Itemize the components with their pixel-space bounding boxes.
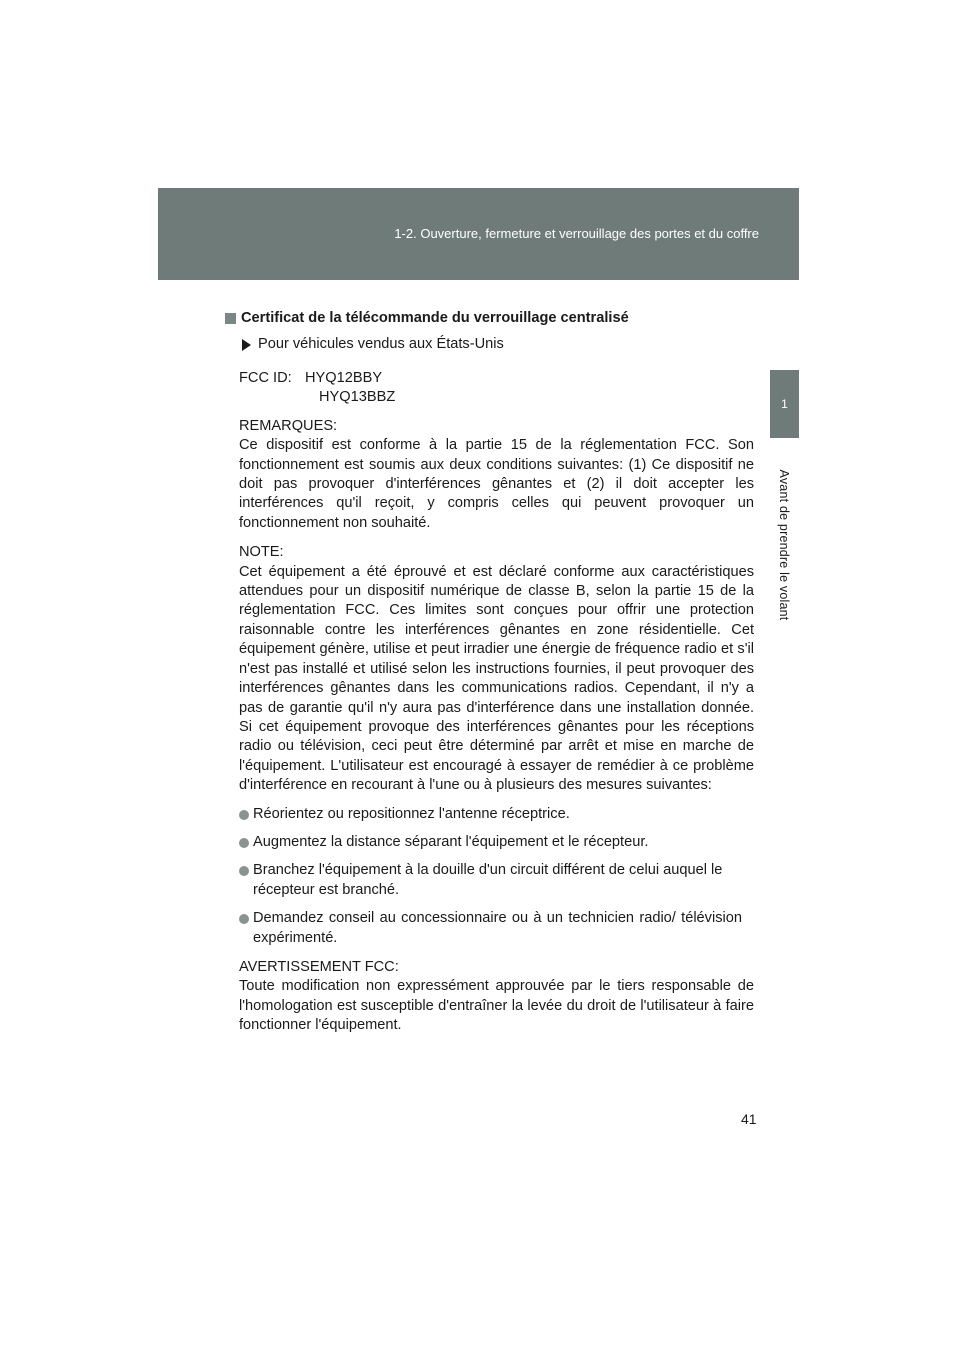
remarks-title: REMARQUES:: [239, 417, 338, 434]
section-heading-text: Certificat de la télécommande du verrouillage centralisé: [241, 310, 629, 326]
circle-bullet-icon: [239, 838, 249, 848]
warning-block: [239, 958, 754, 1036]
fcc-id-values: [305, 369, 395, 407]
warning-title: AVERTISSEMENT FCC:: [239, 958, 399, 975]
vehicle-subheading-text: Pour véhicules vendus aux États-Unis: [258, 336, 504, 353]
list-item: [239, 805, 754, 824]
chapter-tab: [770, 370, 799, 438]
section-body: [225, 335, 754, 1035]
circle-bullet-icon: [239, 914, 249, 924]
vehicle-subheading: [239, 335, 754, 354]
circle-bullet-icon: [239, 810, 249, 820]
chapter-number: 1: [781, 397, 788, 411]
page-number: 41: [741, 1111, 757, 1127]
note-text: Cet équipement a été éprouvé et est déclaré conforme aux caractéristiques attendues pour un dispositif numérique de classe B, selon la partie 15 de la réglementation FCC. Ces limites sont conçues pour offrir une protection raisonnable contre les interférences gênantes en zone résidentielle. Cet équipement génère, utilise et peut irradier une énergie de fréquence radio et s'il n'est pas installé et utilisé selon les instructions fournies, il peut provoquer des interférences gênantes dans les communications radios. Cependant, il n'y a pas de garantie qu'il n'y aura pas d'interférence dans une installation donnée. Si cet équipement provoque des interférences gênantes pour les réceptions radio ou télévision, ceci peut être déterminé par arrêt et mise en marche de l'équipement. L'utilisateur est encouragé à essayer de remédier à ce problème d'interférence en recourant à l'une ou à plusieurs des mesures suivantes:: [239, 563, 754, 794]
list-item-text: Réorientez ou repositionnez l'antenne réceptrice.: [253, 805, 570, 822]
section-heading: [225, 309, 754, 328]
fcc-id-label: FCC ID:: [239, 369, 292, 386]
list-item-text: Augmentez la distance séparant l'équipement et le récepteur.: [253, 833, 649, 850]
chapter-title: 1-2. Ouverture, fermeture et verrouillage des portes et du coffre: [394, 226, 759, 241]
list-item: [239, 909, 754, 948]
page-content: [225, 309, 754, 1036]
chapter-side-label: Avant de prendre le volant: [777, 469, 791, 621]
list-item-text: Branchez l'équipement à la douille d'un circuit différent de celui auquel le récepteur est branché.: [253, 862, 723, 898]
list-item-text: Demandez conseil au concessionnaire ou à un technicien radio/ télévision expérimenté.: [253, 910, 742, 946]
square-bullet-icon: [225, 313, 236, 324]
fcc-id-1: HYQ12BBY: [305, 369, 383, 386]
remarks-block: [239, 417, 754, 533]
warning-text: Toute modification non expressément approuvée par le tiers responsable de l'homologation est susceptible d'entraîner la levée du droit de l'utilisateur à faire fonctionner l'équipement.: [239, 978, 754, 1034]
list-item: [239, 861, 754, 900]
triangle-right-icon: [242, 339, 251, 351]
fcc-id-block: [239, 369, 754, 407]
note-block: [239, 543, 754, 795]
circle-bullet-icon: [239, 866, 249, 876]
fcc-id-2: HYQ13BBZ: [319, 388, 396, 405]
note-title: NOTE:: [239, 544, 284, 561]
remarks-text: Ce dispositif est conforme à la partie 15 de la réglementation FCC. Son fonctionnement est soumis aux deux conditions suivantes: (1) Ce dispositif ne doit pas provoquer d'interférences gênantes et (2) il doit accepter les interférences qu'il reçoit, y compris celles qui peuvent provoquer un fonctionnement non souhaité.: [239, 437, 754, 531]
chapter-header: [158, 188, 799, 280]
list-item: [239, 833, 754, 852]
